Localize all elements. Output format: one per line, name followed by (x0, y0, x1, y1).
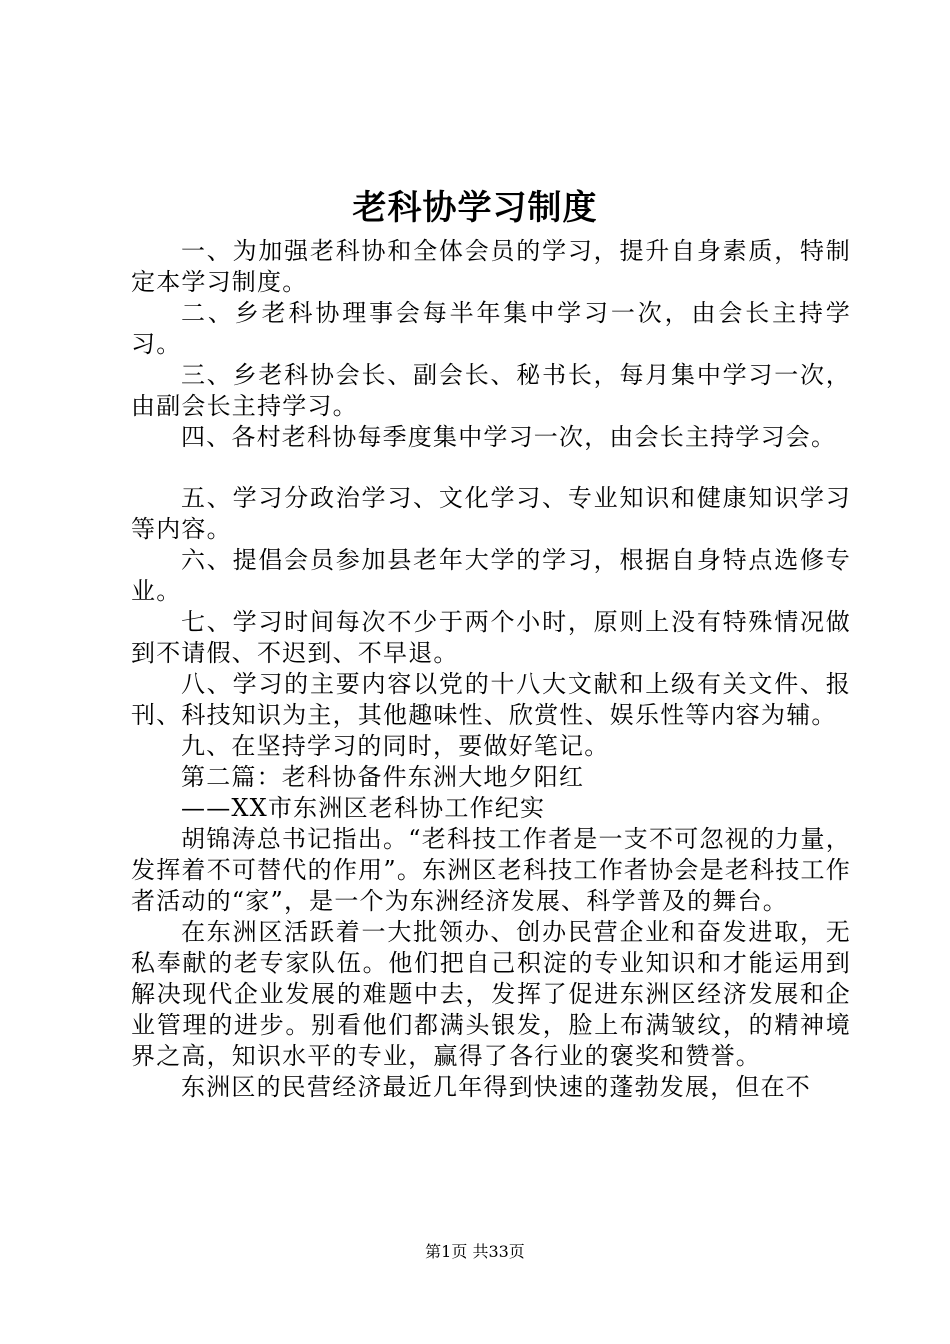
paragraph-12: 东洲区的民营经济最近几年得到快速的蓬勃发展，但在不 (181, 1073, 811, 1101)
paragraph-1: 一、为加强老科协和全体会员的学习，提升自身素质，特制定本学习制度。 (131, 237, 851, 296)
paragraph-4: 四、各村老科协每季度集中学习一次，由会长主持学习会。 (181, 423, 837, 451)
paragraph-3: 三、乡老科协会长、副会长、秘书长，每月集中学习一次，由副会长主持学习。 (131, 361, 851, 420)
paragraph-10: 胡锦涛总书记指出。“老科技工作者是一支不可忽视的力量，发挥着不可替代的作用”。东洲区老科技工作者协会是老科技工作者活动的“家”，是一个为东洲经济发展、科学普及的舞台。 (131, 825, 851, 915)
document-body (131, 236, 851, 1103)
paragraph-2: 二、乡老科协理事会每半年集中学习一次，由会长主持学习。 (131, 299, 851, 358)
paragraph-9: 九、在坚持学习的同时，要做好笔记。 (181, 732, 610, 760)
section-heading: 第二篇：老科协备件东洲大地夕阳红 (181, 763, 585, 791)
paragraph-11: 在东洲区活跃着一大批领办、创办民营企业和奋发进取，无私奉献的老专家队伍。他们把自己积淀的专业知识和才能运用到解决现代企业发展的难题中去，发挥了促进东洲区经济发展和企业管理的进步。别看他们都满头银发，脸上布满皱纹，的精神境界之高，知识水平的专业，赢得了各行业的褒奖和赞誉。 (131, 918, 851, 1070)
section-subheading: ——XX市东洲区老科协工作纪实 (181, 794, 546, 822)
paragraph-8: 八、学习的主要内容以党的十八大文献和上级有关文件、报刊、科技知识为主，其他趣味性、欣赏性、娱乐性等内容为辅。 (131, 670, 851, 729)
page-footer: 第1页 共33页 (425, 1242, 525, 1261)
blank-line (131, 453, 851, 483)
document-title: 老科协学习制度 (352, 188, 598, 228)
paragraph-6: 六、提倡会员参加县老年大学的学习，根据自身特点选修专业。 (131, 546, 851, 605)
paragraph-5: 五、学习分政治学习、文化学习、专业知识和健康知识学习等内容。 (131, 484, 851, 543)
paragraph-7: 七、学习时间每次不少于两个小时，原则上没有特殊情况做到不请假、不迟到、不早退。 (131, 608, 851, 667)
